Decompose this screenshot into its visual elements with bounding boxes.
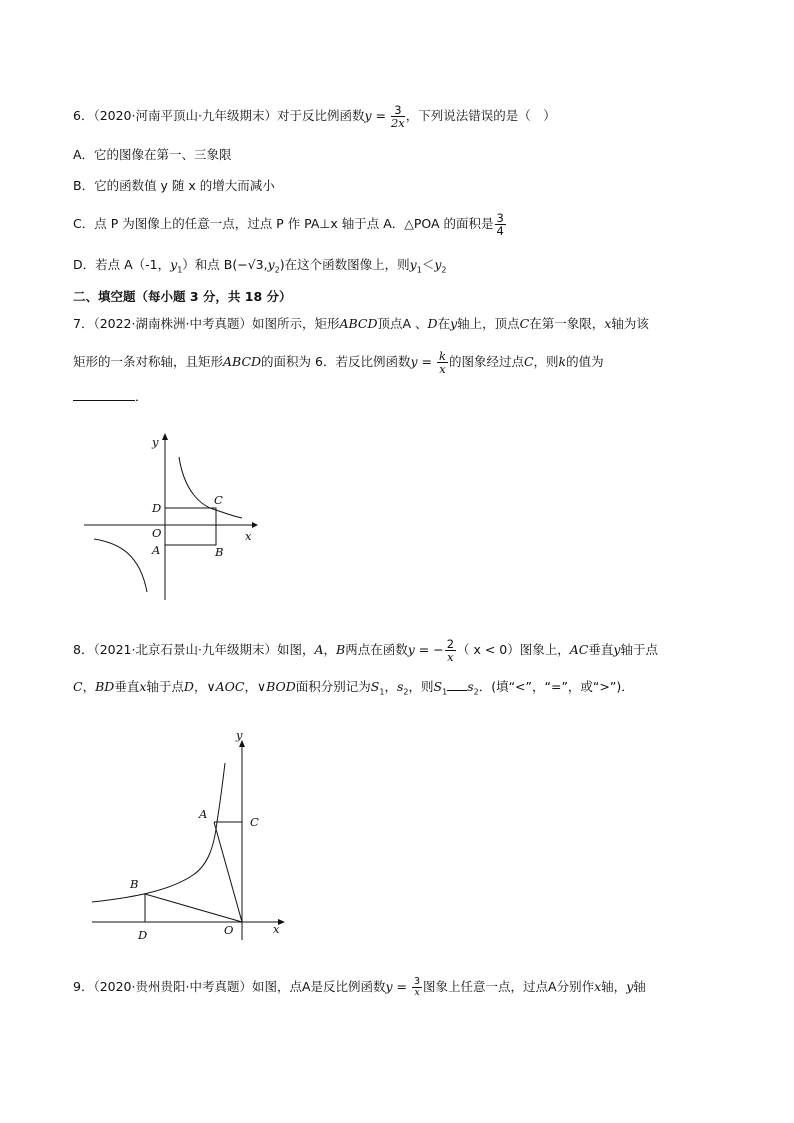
q6-fraction: [391, 104, 405, 129]
q6-d-mid2: ,: [263, 257, 268, 272]
q8-l2-mid6: ，则: [408, 679, 434, 694]
q8-segment-ao: [214, 822, 242, 922]
q8-l1-post: 轴于点: [620, 642, 658, 657]
q7-fig-d-label: D: [152, 501, 162, 515]
q7-x-axis-label: x: [604, 316, 612, 331]
q6-d-lt: ＜: [421, 257, 435, 272]
q8-l2-mid3: ，∨: [193, 679, 216, 694]
q8-segment-bo: [145, 894, 242, 922]
q9-l1-pre: 9．（2020·贵州贵阳·中考真题）如图，点A是反比例函数: [73, 979, 386, 994]
q8-fig-y-label: y: [236, 728, 243, 742]
q7-l1-post: 轴为该: [611, 316, 649, 331]
q9-y-axis-label: y: [626, 979, 634, 994]
q8-aoc: AOC: [215, 679, 245, 694]
q8-line2: [73, 678, 634, 702]
q8-s2b: s: [467, 679, 474, 694]
q9-fraction: [412, 977, 422, 998]
q8-point-d: D: [183, 679, 194, 694]
q7-fig-x-label: x: [245, 529, 252, 543]
q7-l2-post: 的值为: [566, 354, 604, 369]
q8-sep: ，: [323, 642, 337, 657]
q8-func-eq: = −: [414, 642, 444, 657]
q7-frac-den: x: [439, 362, 446, 376]
q8-s1b-sub: 1: [442, 687, 448, 697]
q7-line1: [73, 315, 649, 333]
q8-answer-blank[interactable]: [447, 690, 467, 691]
q7-line2: [73, 350, 604, 375]
q8-fig-d-label: D: [138, 928, 148, 942]
q7-line3: [73, 388, 148, 406]
q6-d-sub2b: 2: [441, 265, 447, 275]
q9-l1-mid: 图象上任意一点，过点A分别作: [423, 979, 595, 994]
q7-l1-mid2: 在: [437, 316, 451, 331]
q9-frac-den: x: [414, 987, 420, 998]
q8-l2-sep: ，: [82, 679, 96, 694]
q8-l2-mid2: 轴于点: [146, 679, 184, 694]
q8-l1-mid: 两点在函数: [345, 642, 408, 657]
q8-l2-post: ．(填“<”，“=”，或“>”)．: [478, 679, 634, 694]
q8-func-y: y: [407, 642, 415, 657]
q8-fig-o-label: O: [224, 923, 234, 937]
q6-frac-num: 3: [391, 104, 405, 117]
q8-l2-mid5: 面积分别记为: [295, 679, 371, 694]
q9-l1-mid2: 轴，: [601, 979, 627, 994]
q7-point-d: D: [427, 316, 438, 331]
q6-d-mid3: )在这个函数图像上，则: [279, 257, 410, 272]
q7-l2-pre: 矩形的一条对称轴，且矩形: [73, 354, 224, 369]
q6-stem: [73, 104, 556, 129]
q7-l3-post: ．: [135, 389, 148, 404]
q8-l2-mid4: ，∨: [244, 679, 267, 694]
q9-frac-num: 3: [414, 976, 421, 987]
q7-fig-a-label: A: [152, 543, 161, 557]
q6-d-y2: y: [267, 257, 275, 272]
q7-l1-pre: 7．（2022·湖南株洲·中考真题）如图所示，矩形: [73, 316, 340, 331]
q7-y-arrow: [162, 433, 168, 440]
q6-d-sub1: 1: [177, 265, 183, 275]
q6-option-a: A．它的图像在第一、三象限: [73, 147, 232, 162]
q6-option-c-text: C．点 P 为图像上的任意一点，过点 P 作 PA⊥x 轴于点 A．△POA 的面积是: [73, 216, 494, 231]
q8-bd: BD: [95, 679, 115, 694]
q7-fig-y-label: y: [152, 435, 159, 449]
q7-answer-blank[interactable]: [73, 400, 135, 401]
q9-func-eq: =: [392, 979, 411, 994]
q7-x-arrow: [252, 522, 258, 528]
q7-fraction: [437, 350, 448, 375]
q8-l1-mid2: 图象上，: [519, 642, 570, 657]
q7-k: k: [558, 354, 567, 369]
q6-option-c-num: 3: [496, 211, 504, 225]
q7-frac-num: k: [438, 349, 446, 363]
q7-l2-mid2: 的图象经过点: [448, 354, 524, 369]
q9-l1-post: 轴: [633, 979, 646, 994]
q8-line1: [73, 638, 658, 663]
q8-frac-num: 2: [446, 637, 455, 651]
q8-l2-mid: 垂直: [114, 679, 140, 694]
q6-option-b: B．它的函数值 y 随 x 的增大而减小: [73, 178, 275, 193]
q8-cond: （ x < 0）: [457, 642, 520, 657]
q7-rect-name2: ABCD: [223, 354, 262, 369]
q6-d-sub2: 2: [274, 265, 280, 275]
q8-figure: [88, 725, 298, 945]
q6-d-sub1b: 1: [416, 265, 422, 275]
q9-x-axis-label: x: [594, 979, 602, 994]
q6-func-eq: =: [371, 108, 390, 123]
q8-sep2: ，: [384, 679, 397, 694]
q7-point-c: C: [519, 316, 530, 331]
q7-hyperbola-q3: [94, 539, 147, 592]
q8-fig-x-label: x: [273, 922, 280, 936]
q7-l1-mid3: 轴上，顶点: [457, 316, 520, 331]
q8-l1-mid3: 垂直: [588, 642, 614, 657]
q8-point-a: A: [314, 642, 324, 657]
q7-l1-mid: 顶点A 、: [377, 316, 428, 331]
q8-s1-sub: 1: [379, 687, 385, 697]
q6-d-y2b: y: [434, 257, 442, 272]
q8-fig-b-label: B: [130, 877, 139, 891]
q7-y-axis-label: y: [450, 316, 458, 331]
q8-fig-c-label: C: [250, 815, 259, 829]
q6-d-y1: y: [170, 257, 178, 272]
q8-fraction: [445, 638, 456, 663]
q7-fig-b-label: B: [215, 545, 224, 559]
q8-bod: BOD: [266, 679, 296, 694]
section-heading: 二、填空题（每小题 3 分，共 18 分）: [73, 289, 292, 304]
q6-option-d: [73, 256, 446, 280]
q8-fig-a-label: A: [199, 807, 208, 821]
q6-frac-den: 2x: [390, 116, 405, 130]
q7-hyperbola-q1: [179, 457, 242, 518]
q7-rectangle-abcd: [165, 508, 216, 545]
q6-stem-post: ，下列说法错误的是（ ）: [405, 108, 556, 123]
q6-option-c-fraction: [495, 212, 506, 237]
q8-s1: S: [370, 679, 380, 694]
q6-func-y: y: [364, 108, 372, 123]
q6-d-mid: ）和点 B(: [182, 257, 238, 272]
q8-frac-den: x: [447, 650, 454, 664]
q8-s1b: S: [433, 679, 443, 694]
q7-fig-c-label: C: [214, 493, 223, 507]
q6-stem-text: 6．（2020·河南平顶山·九年级期末）对于反比例函数: [73, 108, 365, 123]
q6-option-d-text: D．若点 A（-1，: [73, 257, 171, 272]
q8-s2-sub: 2: [403, 687, 409, 697]
q7-l1-mid4: 在第一象限，: [529, 316, 605, 331]
q8-l1-pre: 8．（2021·北京石景山·九年级期末）如图，: [73, 642, 315, 657]
q7-fig-o-label: O: [152, 526, 162, 540]
q7-point-c2: C: [523, 354, 534, 369]
q8-point-c: C: [73, 679, 83, 694]
q7-rect-name: ABCD: [339, 316, 378, 331]
q8-x-axis-label: x: [139, 679, 147, 694]
q6-d-y1b: y: [409, 257, 417, 272]
q7-func-eq: =: [417, 354, 436, 369]
q7-func-y: y: [410, 354, 418, 369]
q9-func-y: y: [385, 979, 393, 994]
q9-line1: [73, 977, 646, 998]
q8-s2: s: [396, 679, 404, 694]
q8-s2b-sub: 2: [473, 687, 479, 697]
q8-ac: AC: [569, 642, 589, 657]
q6-d-sqrt: −√3: [237, 257, 264, 272]
q7-figure: [80, 430, 260, 605]
q6-option-c-den: 4: [496, 224, 504, 238]
q8-y-axis-label: y: [613, 642, 621, 657]
q8-hyperbola: [92, 763, 225, 902]
q6-option-c: [73, 212, 507, 237]
q8-point-b: B: [336, 642, 346, 657]
q7-l2-mid: 的面积为 6．若反比例函数: [261, 354, 411, 369]
q7-l2-mid3: ，则: [533, 354, 559, 369]
